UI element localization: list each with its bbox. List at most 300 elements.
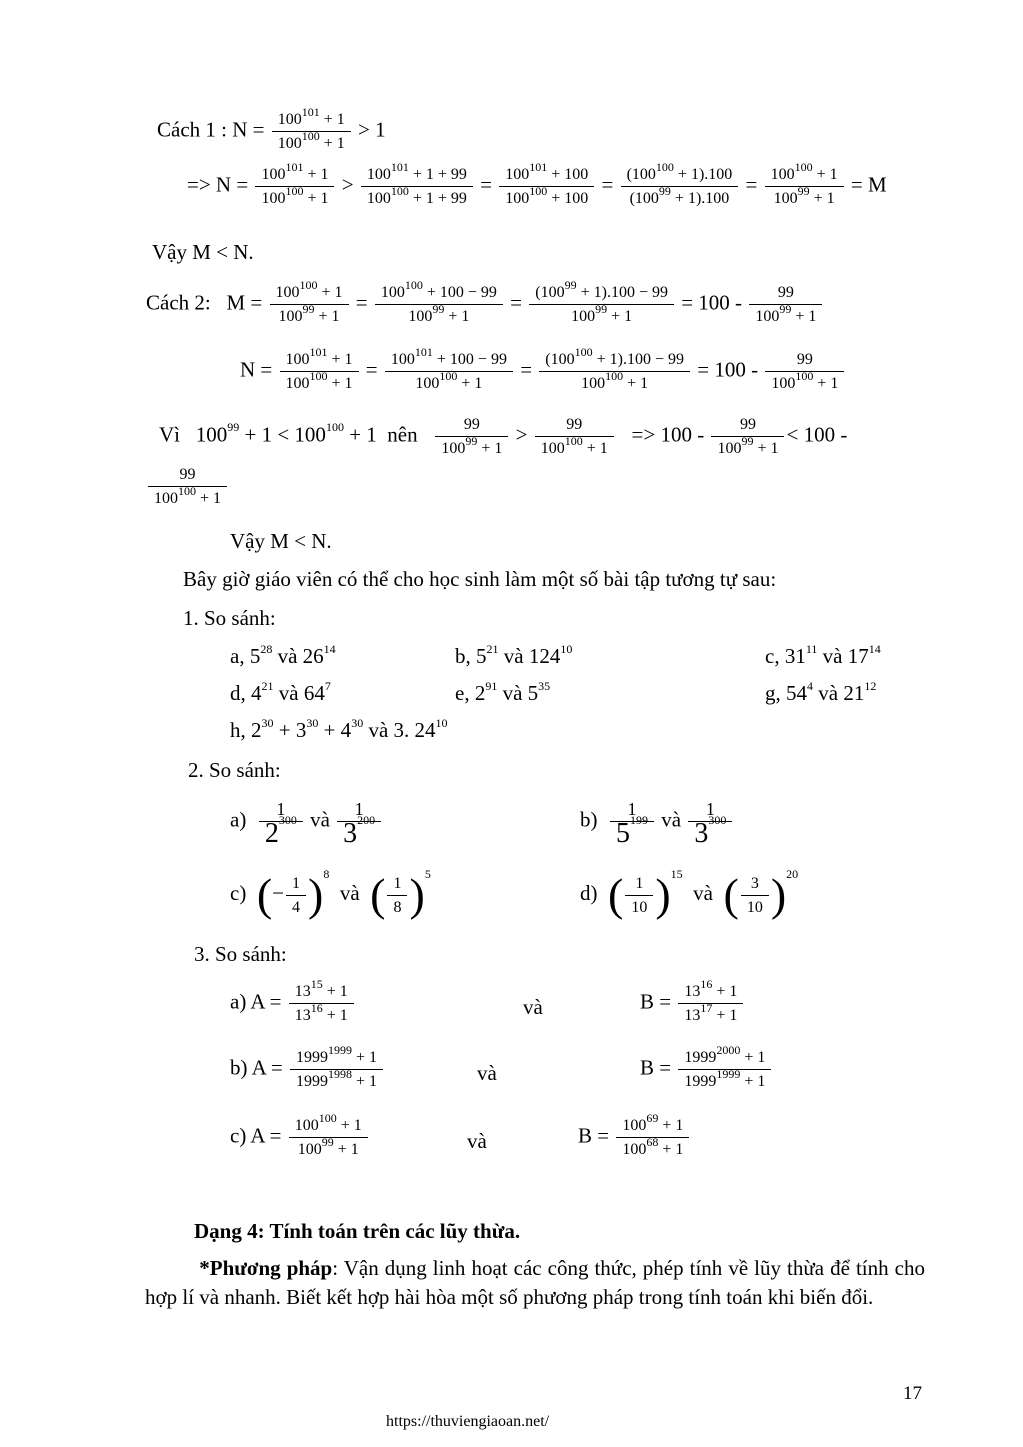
num: 1 — [635, 874, 644, 892]
den-base: 100 — [717, 440, 742, 457]
num: 3 — [750, 874, 759, 892]
operator: > — [515, 422, 528, 447]
exp: 5 — [424, 867, 431, 881]
num: 1 — [627, 799, 637, 819]
fraction — [711, 415, 784, 458]
den-tail: + 1 — [611, 308, 633, 325]
nen: nên — [387, 422, 418, 447]
exp: 300 — [278, 812, 297, 827]
den-tail: + 1 — [326, 1007, 348, 1024]
h-base: h, 2 — [230, 718, 262, 742]
num-exp: 100 — [574, 344, 593, 359]
item-mid: và 26 — [272, 644, 324, 668]
va: và — [661, 807, 682, 832]
fraction — [621, 159, 739, 208]
fraction — [535, 415, 614, 458]
fraction — [678, 976, 743, 1025]
va: và — [339, 880, 360, 905]
num-exp: 15 — [310, 976, 323, 991]
fraction — [289, 1110, 368, 1159]
ex1-item — [455, 644, 572, 668]
footer-url[interactable]: https://thuviengiaoan.net/ — [386, 1413, 550, 1430]
num-base: 1999 — [684, 1049, 717, 1066]
fraction — [385, 344, 513, 393]
b-label: B = — [640, 1055, 672, 1080]
vi-lt: < 100 - — [786, 422, 848, 447]
den-exp: 99 — [658, 183, 671, 198]
den-exp: 99 — [741, 433, 754, 448]
num-tail: + 1 — [716, 983, 738, 1000]
num-exp: 100 — [404, 277, 423, 292]
cach1-line — [157, 104, 386, 153]
operator: = — [480, 172, 492, 197]
den-exp: 1999 — [716, 1066, 741, 1081]
va: và — [310, 807, 330, 832]
base: 5 — [616, 818, 630, 849]
den-exp: 100 — [178, 483, 196, 498]
item-mid: và 124 — [498, 644, 561, 668]
ex3-va — [477, 1061, 497, 1085]
num-exp: 101 — [529, 159, 548, 174]
label: d) — [580, 880, 598, 905]
ex3-row-b — [640, 1042, 773, 1091]
item-mid: và 64 — [273, 681, 325, 705]
cach1-tail: > 1 — [358, 117, 386, 142]
den-base: 100 — [408, 308, 433, 325]
fraction — [741, 874, 769, 917]
den: 4 — [292, 898, 300, 916]
num-tail: + 100 — [551, 166, 589, 183]
num-base: (100 — [535, 284, 565, 301]
vi-end: + 1 — [349, 422, 377, 447]
cach2-label: Cách 2: — [146, 290, 211, 315]
num-exp: 101 — [414, 344, 433, 359]
den-exp: 16 — [310, 1000, 323, 1015]
num-tail: + 1 — [816, 166, 838, 183]
num-exp: 69 — [646, 1110, 659, 1125]
den-tail: + 100 — [551, 190, 589, 207]
den-base: 100 — [755, 308, 780, 325]
num-base: 99 — [463, 416, 480, 433]
exp: 8 — [323, 867, 330, 881]
base: 3 — [694, 818, 709, 849]
operator: = — [601, 172, 614, 197]
num-base: 99 — [739, 416, 756, 433]
item-exp: 35 — [538, 679, 551, 693]
num-tail: + 1).100 — [677, 166, 733, 183]
fraction — [272, 104, 351, 153]
fraction — [749, 283, 822, 326]
den-base: 100 — [285, 375, 310, 392]
den-tail: + 1 — [481, 440, 503, 457]
num-tail: + 1).100 − 99 — [580, 284, 668, 301]
item-base: d, 4 — [230, 681, 262, 705]
den-exp: 100 — [605, 368, 624, 383]
power-fraction — [688, 799, 732, 849]
den: 10 — [631, 898, 648, 916]
ex1-item-h — [230, 718, 448, 742]
item-exp: 14 — [868, 642, 881, 656]
den-tail: + 1 — [200, 490, 222, 507]
num-base: 100 — [622, 1117, 647, 1134]
fraction — [255, 159, 334, 208]
fraction — [270, 277, 349, 326]
den-tail: + 1 — [448, 308, 470, 325]
power-fraction — [337, 799, 381, 849]
den-base: 100 — [278, 308, 303, 325]
fraction — [616, 1110, 689, 1159]
intro-text: Bây giờ giáo viên có thể cho học sinh làm một số bài tập tương tự sau: — [183, 567, 777, 591]
m-result: = 100 - — [681, 290, 743, 315]
den-exp: 99 — [465, 433, 478, 448]
power-fraction — [259, 799, 303, 849]
num-exp: 100 — [318, 1110, 337, 1125]
ex2-d: d) ( $\frac{1}{10}$ )$^{15}$ và ( $\frac{3}{10}$ )$^{20}$ — [580, 867, 799, 920]
num-base: 99 — [796, 351, 813, 368]
exp: 200 — [357, 812, 376, 827]
item-base: c, 31 — [765, 644, 806, 668]
vi-a: 100 — [195, 422, 228, 447]
den-tail: + 1 — [355, 1073, 377, 1090]
den-base: 100 — [581, 375, 606, 392]
va: và — [467, 1129, 487, 1153]
den-exp: 100 — [309, 368, 328, 383]
num-base: 13 — [294, 983, 311, 1000]
den-base: 100 — [540, 440, 565, 457]
a-label: a) A = — [230, 989, 282, 1014]
item-base: e, 2 — [455, 681, 486, 705]
item-exp: 7 — [324, 679, 331, 693]
den-base: 100 — [415, 375, 440, 392]
vi-line — [159, 415, 847, 458]
den-tail: + 1 — [744, 1073, 766, 1090]
item-exp: 28 — [260, 642, 273, 656]
item-exp: 21 — [261, 679, 274, 693]
ex3-title — [194, 942, 287, 966]
den-tail: + 1 — [331, 375, 353, 392]
exp: 30 — [261, 716, 274, 730]
power-fraction — [610, 799, 654, 849]
ex1-item — [230, 681, 331, 705]
method-text: : Vận dụng linh hoạt các công thức, phép tính về lũy thừa để tính cho hợp lí và nhanh. Biết kết hợp hài hòa một số phương pháp trong tính toán khi biến đổi. — [145, 1256, 925, 1309]
den-exp: 100 — [390, 183, 409, 198]
sign: − — [272, 880, 284, 905]
ex2-c: c) (− $\frac{1}{4}$ )$^8$ và ( $\frac{1}{8}$ )$^5$ — [230, 867, 431, 920]
ex3-va — [523, 995, 543, 1019]
item-exp: 11 — [805, 642, 818, 656]
exp: 300 — [708, 812, 727, 827]
num-exp: 100 — [794, 159, 813, 174]
num-tail: + 1).100 − 99 — [596, 351, 684, 368]
cach1-label: Cách 1 : N = — [157, 117, 265, 142]
va: và — [693, 880, 713, 905]
b-label: B = — [640, 989, 672, 1014]
item-exp: 4 — [807, 679, 813, 693]
den-tail: + 1 — [323, 135, 345, 152]
den-base: 1999 — [684, 1073, 717, 1090]
label: a) — [230, 807, 247, 832]
fraction — [499, 159, 594, 208]
vi-continued — [146, 465, 229, 508]
fraction — [148, 465, 227, 508]
h-b: + 4 — [318, 718, 352, 742]
den-base: 100 — [771, 375, 796, 392]
den-base: 100 — [366, 190, 391, 207]
den-exp: 17 — [700, 1000, 713, 1015]
den-tail: + 1 — [662, 1141, 684, 1158]
cach1-conclusion — [152, 240, 254, 264]
n-label: N = — [240, 357, 273, 382]
den-exp: 68 — [646, 1134, 659, 1149]
ex3-va — [467, 1129, 487, 1153]
ex3-row-a — [230, 1042, 385, 1091]
num-tail: + 1 — [662, 1117, 684, 1134]
num-exp: 99 — [564, 277, 577, 292]
n-result: = 100 - — [697, 357, 759, 382]
den-exp: 99 — [432, 301, 445, 316]
exp: 30 — [351, 716, 364, 730]
num-tail: + 1 — [323, 111, 345, 128]
item-base: g, 54 — [765, 681, 807, 705]
va: và — [523, 995, 543, 1019]
den-tail: + 1 — [318, 308, 340, 325]
fraction — [678, 1042, 771, 1091]
den-base: 13 — [294, 1007, 311, 1024]
cach2-m-line: Cách 2: M = $\frac{100^{100} + 1}{100^{99} + 1}$ = $\frac{100^{100} + 100 - 99}{100^{99} + 1}$ = $\frac{(100^{99} + 1).100 - 99}{100^{99} + 1}$ = 100 - $\frac{99}{100^{99} + 1}$ — [146, 283, 824, 326]
den-base: 100 — [622, 1141, 647, 1158]
exp: 30 — [306, 716, 319, 730]
ex1-item — [455, 681, 550, 705]
num-tail: + 1 — [307, 166, 329, 183]
den-exp: 100 — [529, 183, 548, 198]
item-exp: 10 — [560, 642, 573, 656]
operator: > — [341, 172, 354, 197]
intro-line — [183, 567, 776, 591]
den-exp: 100 — [285, 183, 304, 198]
num-base: 100 — [380, 284, 405, 301]
vi-a-exp: 99 — [227, 420, 240, 435]
den-base: 13 — [684, 1007, 701, 1024]
den-exp: 1998 — [327, 1066, 352, 1081]
vi-imp: => 100 - — [631, 422, 705, 447]
item-base: a, 5 — [230, 644, 261, 668]
den-base: 100 — [261, 190, 286, 207]
den-exp: 99 — [779, 301, 792, 316]
den-tail: + 1 — [627, 375, 649, 392]
den-base: 100 — [441, 440, 466, 457]
exp: 199 — [630, 812, 648, 827]
conclusion: Vậy M < N. — [152, 240, 254, 264]
den-base: 100 — [297, 1141, 322, 1158]
num-tail: + 1 + 99 — [412, 166, 467, 183]
vi-b-exp: 100 — [325, 420, 344, 435]
a-label: b) A = — [230, 1055, 283, 1080]
num-base: 100 — [390, 351, 415, 368]
den-base: 100 — [154, 490, 178, 507]
den-exp: 99 — [302, 301, 315, 316]
ex2-b — [580, 799, 734, 849]
num-base: 99 — [179, 466, 196, 483]
num-exp: 16 — [700, 976, 713, 991]
num-tail: + 100 − 99 — [426, 284, 497, 301]
den-tail: + 1 — [307, 190, 329, 207]
ex1-item — [230, 644, 336, 668]
num-base: (100 — [626, 166, 656, 183]
den-tail: + 1 — [817, 375, 839, 392]
num-base: 100 — [285, 351, 310, 368]
ex2-title: 2. So sánh: — [188, 758, 281, 782]
den-tail: + 1).100 — [674, 190, 730, 207]
num-base: 100 — [277, 111, 302, 128]
den-exp: 100 — [301, 128, 320, 143]
num-exp: 2000 — [716, 1042, 741, 1057]
num-base: 100 — [770, 166, 795, 183]
den-base: (100 — [629, 190, 659, 207]
den: 10 — [746, 898, 763, 916]
num-base: 100 — [505, 166, 530, 183]
method-paragraph — [145, 1254, 925, 1312]
num-base: 100 — [275, 284, 300, 301]
h-a: + 3 — [273, 718, 307, 742]
num: 1 — [354, 799, 364, 819]
exp: 10 — [435, 716, 448, 730]
base: 3 — [343, 818, 358, 849]
num-base: 99 — [777, 284, 794, 301]
num-tail: + 1 — [331, 351, 353, 368]
den-tail: + 1 — [461, 375, 483, 392]
ex3-title: 3. So sánh: — [194, 942, 287, 966]
num-tail: + 1 — [355, 1049, 377, 1066]
fraction — [289, 976, 354, 1025]
den-exp: 100 — [439, 368, 458, 383]
den-exp: 99 — [595, 301, 608, 316]
den-tail: + 1 — [813, 190, 835, 207]
va: và — [477, 1061, 497, 1085]
item-exp: 21 — [486, 642, 499, 656]
item-mid: và 21 — [813, 681, 865, 705]
num: 1 — [292, 874, 300, 892]
exp: 20 — [786, 867, 799, 881]
num-base: 99 — [566, 416, 583, 433]
vi-text: Vì — [159, 422, 180, 447]
item-base: b, 5 — [455, 644, 487, 668]
num-tail: + 1 — [744, 1049, 766, 1066]
base: 2 — [264, 818, 279, 849]
dang4-title: Dạng 4: Tính toán trên các lũy thừa. — [194, 1219, 521, 1243]
num-exp: 100 — [655, 159, 674, 174]
den-exp: 99 — [797, 183, 810, 198]
num-base: 100 — [294, 1117, 319, 1134]
ex1-item — [765, 644, 881, 668]
fraction — [286, 874, 306, 917]
den-tail: + 1 — [795, 308, 817, 325]
m-label: M = — [226, 290, 263, 315]
fraction — [539, 344, 690, 393]
num-base: 100 — [366, 166, 391, 183]
cach2-conclusion — [230, 529, 332, 553]
den: 8 — [393, 898, 402, 916]
fraction — [280, 344, 359, 393]
num-tail: + 1 — [321, 284, 343, 301]
den-base: 100 — [277, 135, 302, 152]
num-tail: + 100 − 99 — [436, 351, 507, 368]
ex2-a — [230, 799, 383, 849]
num-exp: 1999 — [327, 1042, 352, 1057]
cach1-chain — [187, 159, 887, 208]
num-tail: + 1 — [326, 983, 348, 1000]
num: 1 — [705, 799, 715, 819]
num: 1 — [393, 874, 402, 892]
fraction — [529, 277, 674, 326]
ex3-row-a — [230, 1110, 370, 1159]
item-exp: 91 — [485, 679, 498, 693]
item-exp: 12 — [864, 679, 877, 693]
ex3-row-b — [640, 976, 745, 1025]
fraction — [375, 277, 503, 326]
ex1-title: 1. So sánh: — [183, 606, 276, 630]
den-tail: + 1 — [757, 440, 779, 457]
operator: = — [745, 172, 758, 197]
conclusion: Vậy M < N. — [230, 529, 332, 553]
ex3-row-b — [578, 1110, 691, 1159]
page-number: 17 — [903, 1383, 922, 1404]
den-exp: 100 — [564, 433, 583, 448]
num-exp: 101 — [285, 159, 304, 174]
item-exp: 14 — [323, 642, 336, 656]
fraction — [765, 159, 844, 208]
item-mid: và 17 — [817, 644, 869, 668]
den-exp: 99 — [321, 1134, 334, 1149]
num-base: (100 — [545, 351, 575, 368]
cach2-n-line: N = $\frac{100^{101} + 1}{100^{100} + 1}$ = $\frac{100^{101} + 100 - 99}{100^{100} + 1}$ = $\frac{(100^{100} + 1).100 - 99}{100^{100} + 1}$ = 100 - $\frac{99}{100^{100} + 1}$ — [240, 350, 846, 393]
num-tail: + 1 — [340, 1117, 362, 1134]
fraction — [387, 874, 407, 917]
den-base: 1999 — [295, 1073, 328, 1090]
den-exp: 100 — [795, 368, 814, 383]
num-base: 100 — [261, 166, 286, 183]
h-c: và 3. 24 — [363, 718, 436, 742]
den-tail: + 1 — [716, 1007, 738, 1024]
fraction — [290, 1042, 383, 1091]
item-mid: và 5 — [497, 681, 539, 705]
den-base: 100 — [773, 190, 798, 207]
num-exp: 101 — [309, 344, 328, 359]
fraction — [765, 350, 844, 393]
fraction — [625, 874, 653, 917]
label: b) — [580, 807, 598, 832]
fraction — [361, 159, 473, 208]
num-exp: 100 — [299, 277, 318, 292]
b-label: B = — [578, 1123, 610, 1148]
den-tail: + 1 — [337, 1141, 359, 1158]
a-label: c) A = — [230, 1123, 282, 1148]
exp: 15 — [670, 867, 683, 881]
chain-prefix: => N = — [187, 172, 249, 197]
ex2-title — [188, 758, 281, 782]
method-label: *Phương pháp — [199, 1256, 333, 1280]
den-base: 100 — [505, 190, 530, 207]
chain-tail: = M — [850, 172, 887, 197]
vi-mid: + 1 < 100 — [244, 422, 326, 447]
num-base: 13 — [684, 983, 701, 1000]
num-exp: 101 — [390, 159, 409, 174]
label: c) — [230, 880, 247, 905]
fraction — [435, 415, 508, 458]
den-tail: + 1 + 99 — [412, 190, 467, 207]
ex3-row-a — [230, 976, 356, 1025]
num-exp: 101 — [301, 104, 320, 119]
num-base: 1999 — [295, 1049, 328, 1066]
